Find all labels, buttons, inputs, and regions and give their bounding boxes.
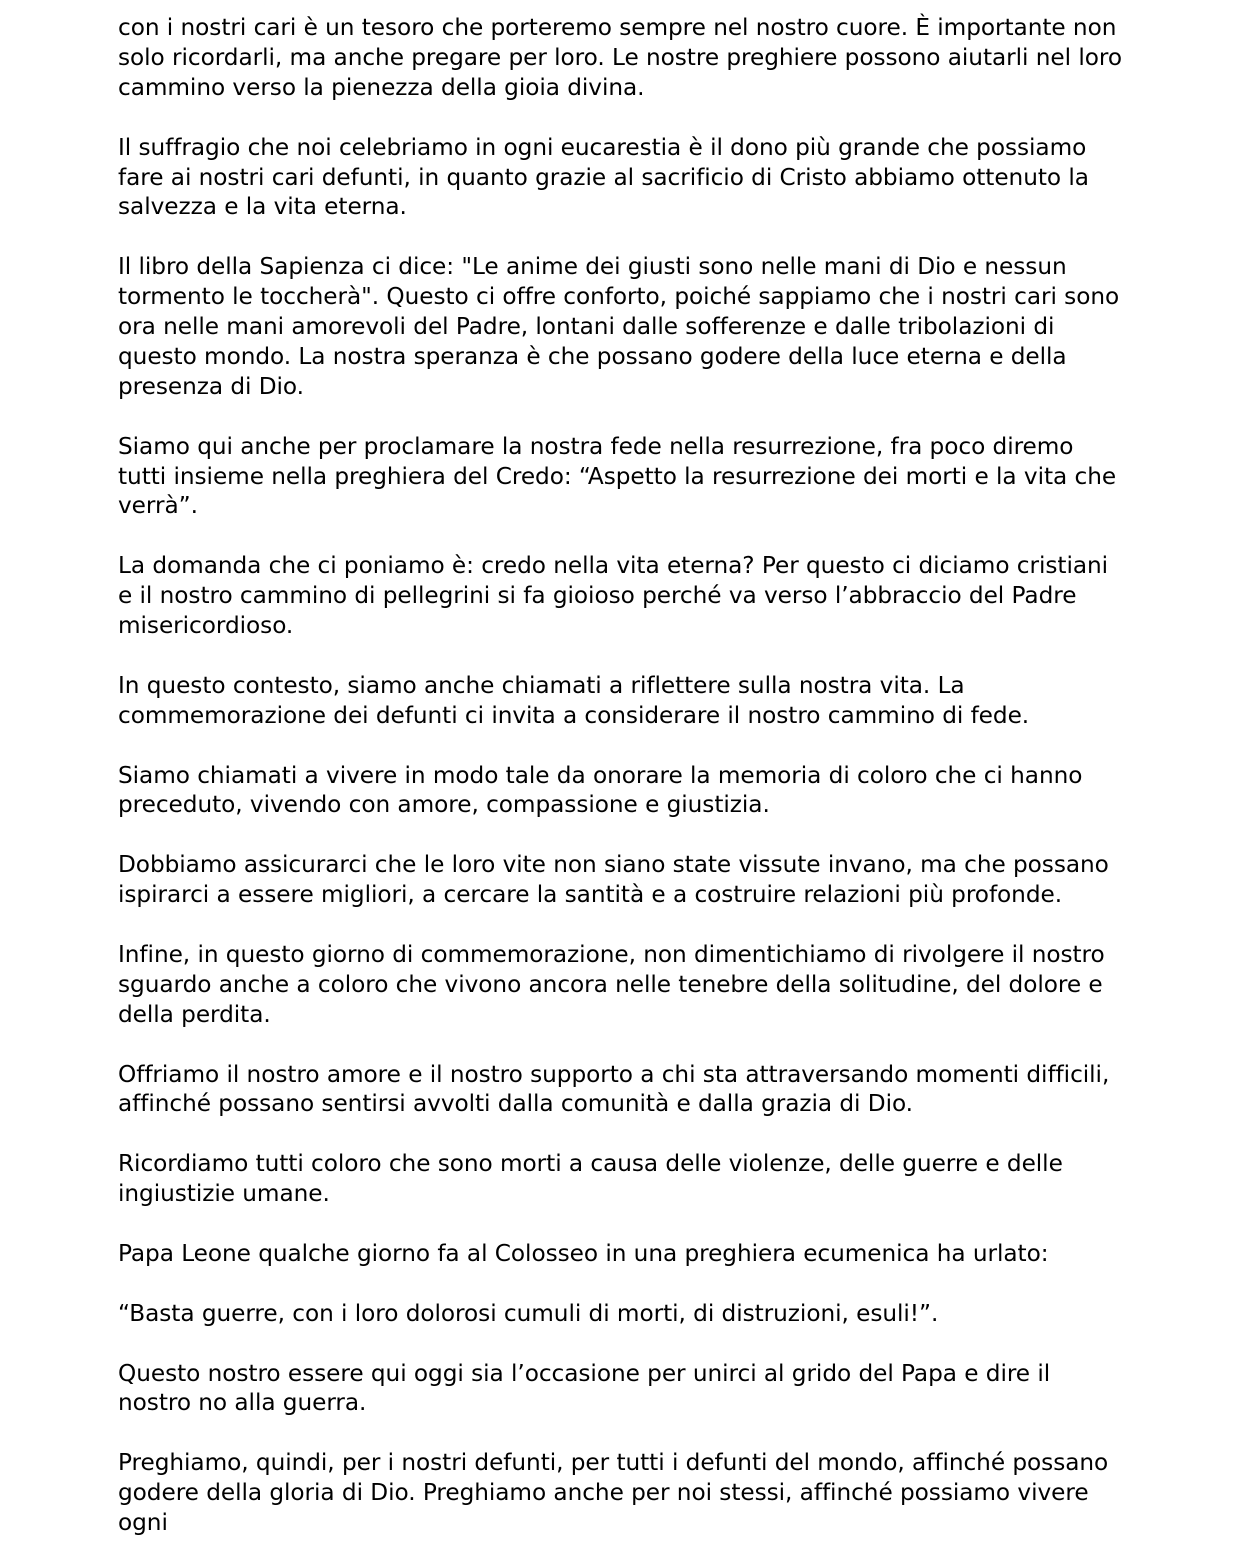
paragraph-no-to-war: Questo nostro essere qui oggi sia l’occasione per unirci al grido del Papa e dire il nostro no alla guerra. (118, 1359, 1051, 1417)
paragraph-reflect-on-life: In questo contesto, siamo anche chiamati a riflettere sulla nostra vita. La commemorazione dei defunti ci invita a considerare il nostro cammino di fede. (118, 671, 1030, 729)
paragraph-pope-leone-colosseum: Papa Leone qualche giorno fa al Colosseo in una preghiera ecumenica ha urlato: (118, 1239, 1049, 1267)
paragraph-eternal-life-question: La domanda che ci poniamo è: credo nella vita eterna? Per questo ci diciamo cristiani e il nostro cammino di pellegrini si fa gioioso perché va verso l’abbraccio del Padre misericordioso. (118, 552, 1109, 640)
paragraph-suffrage-eucharist: Il suffragio che noi celebriamo in ogni eucarestia è il dono più grande che possiamo fare ai nostri cari defunti, in quanto grazie al sacrificio di Cristo abbiamo ottenuto la salvezza e la vita eterna. (118, 133, 1089, 221)
paragraph-memory-treasure: con i nostri cari è un tesoro che porteremo sempre nel nostro cuore. È importante non solo ricordarli, ma anche pregare per loro. Le nostre preghiere possono aiutarli nel loro cammino verso la pienezza della gioia divina. (118, 14, 1122, 101)
paragraph-faith-resurrection: Siamo qui anche per proclamare la nostra fede nella resurrezione, fra poco diremo tutti insieme nella preghiera del Credo: “Aspetto la resurrezione dei morti e la vita che verrà”. (118, 432, 1117, 520)
paragraph-book-of-wisdom: Il libro della Sapienza ci dice: "Le anime dei giusti sono nelle mani di Dio e nessun tormento le toccherà". Questo ci offre conforto, poiché sappiamo che i nostri cari sono ora nelle mani amorevoli del Padre, lontani dalle sofferenze e dalle tribolazioni di questo mondo. La nostra speranza è che possano godere della luce eterna e della presenza di Dio. (118, 253, 1120, 400)
paragraph-victims-of-violence: Ricordiamo tutti coloro che sono morti a causa delle violenze, delle guerre e delle ingiustizie umane. (118, 1150, 1063, 1208)
paragraph-those-in-darkness: Infine, in questo giorno di commemorazione, non dimentichiamo di rivolgere il nostro sguardo anche a coloro che vivono ancora nelle tenebre della solitudine, del dolore e della perdita. (118, 940, 1105, 1028)
document-body (118, 13, 1128, 1568)
paragraph-closing-prayer: Preghiamo, quindi, per i nostri defunti, per tutti i defunti del mondo, affinché possano godere della gloria di Dio. Preghiamo anche per noi stessi, affinché possiamo vivere ogni (118, 1449, 1109, 1537)
paragraph-pope-quote: “Basta guerre, con i loro dolorosi cumuli di morti, di distruzioni, esuli!”. (118, 1299, 939, 1327)
paragraph-offer-support: Offriamo il nostro amore e il nostro supporto a chi sta attraversando momenti difficili, affinché possano sentirsi avvolti dalla comunità e dalla grazia di Dio. (118, 1060, 1110, 1118)
paragraph-lives-not-in-vain: Dobbiamo assicurarci che le loro vite non siano state vissute invano, ma che possano ispirarci a essere migliori, a cercare la santità e a costruire relazioni più profonde. (118, 851, 1109, 909)
paragraph-honor-memory: Siamo chiamati a vivere in modo tale da onorare la memoria di coloro che ci hanno preceduto, vivendo con amore, compassione e giustizia. (118, 761, 1083, 819)
